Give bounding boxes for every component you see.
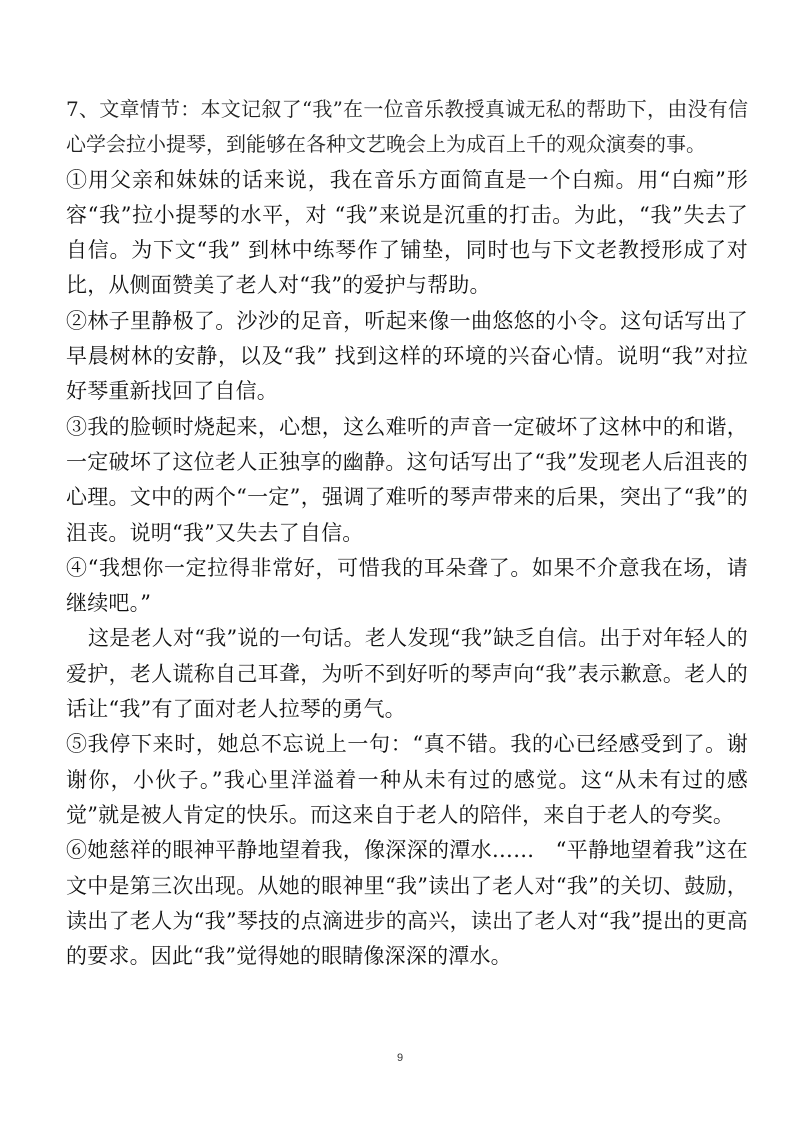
document-body xyxy=(66,92,748,974)
paragraph-point-2: ②林子里静极了。沙沙的足音，听起来像一曲悠悠的小令。这句话写出了早晨树林的安静，以及“我” 找到这样的环境的兴奋心情。说明“我”对拉好琴重新找回了自信。 xyxy=(66,308,748,404)
paragraph-point-5: ⑤我停下来时，她总不忘说上一句：“真不错。我的心已经感受到了。谢谢你，小伙子。”我心里洋溢着一种从未有过的感觉。这“从未有过的感觉”就是被人肯定的快乐。而这来自于老人的陪伴，来自于老人的夸奖。 xyxy=(66,732,748,827)
paragraph-point-4-quote: ④“我想你一定拉得非常好，可惜我的耳朵聋了。如果不介意我在场，请继续吧。” xyxy=(66,555,748,616)
paragraph-point-4-analysis: 这是老人对“我”说的一句话。老人发现“我”缺乏自信。出于对年轻人的爱护，老人谎称自己耳聋，为听不到好听的琴声向“我”表示歉意。老人的话让“我”有了面对老人拉琴的勇气。 xyxy=(66,626,748,722)
page-number: 9 xyxy=(396,1052,404,1064)
paragraph-plot-summary: 7、文章情节：本文记叙了“我”在一位音乐教授真诚无私的帮助下，由没有信心学会拉小提琴，到能够在各种文艺晚会上为成百上千的观众演奏的事。 xyxy=(66,97,748,157)
paragraph-point-3: ③我的脸顿时烧起来，心想，这么难听的声音一定破坏了这林中的和谐，一定破坏了这位老人正独享的幽静。这句话写出了“我”发现老人后沮丧的心理。文中的两个“一定”，强调了难听的琴声带来的后果，突出了“我”的沮丧。说明“我”又失去了自信。 xyxy=(66,414,748,545)
paragraph-point-6: ⑥她慈祥的眼神平静地望着我，像深深的潭水…… “平静地望着我”这在文中是第三次出现。从她的眼神里“我”读出了老人对“我”的关切、鼓励，读出了老人为“我”琴技的点滴进步的高兴，读出了老人对“我”提出的更高的要求。因此“我”觉得她的眼睛像深深的潭水。 xyxy=(66,838,748,969)
paragraph-point-1: ①用父亲和妹妹的话来说，我在音乐方面简直是一个白痴。用“白痴”形容“我”拉小提琴的水平，对 “我”来说是沉重的打击。为此，“我”失去了自信。为下文“我” 到林中练琴作了铺垫，同时也与下文老教授形成了对比，从侧面赞美了老人对“我”的爱护与帮助。 xyxy=(66,167,748,298)
